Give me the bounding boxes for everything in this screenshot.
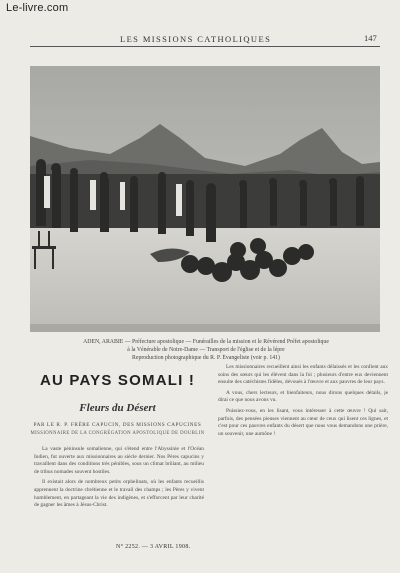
paragraph: A vous, chers lecteurs, et bienfaiteurs, nous dirons quelques détails, je dirai ce que nous avons vu.	[218, 389, 388, 404]
photo-caption	[38, 338, 374, 362]
translator-line: MISSIONNAIRE DE LA CONGRÉGATION APOSTOLIQUE DE DOUBLIN	[30, 431, 205, 436]
paragraph: Les missionnaires recueillent ainsi les enfants délaissés et les confient aux soins des sœurs qui les élèvent dans la foi ; plusieurs d'entre eux deviennent ensuite des catéchistes fidèles, dévoués à l'œuvre et aux pauvres de leur pays.	[218, 364, 388, 386]
caption-line: à la Vénérable de Notre-Dame — Transport de l'église et de la lépre	[127, 347, 285, 353]
article-title: AU PAYS SOMALI !	[39, 372, 196, 389]
caption-line: Reproduction photographique du R. P. Évangeliste (voir p. 141)	[132, 355, 280, 361]
caption-line: ADEN, ARABIE — Préfecture apostolique — Funérailles de la mission et le Révérend Préfet apostolique	[83, 339, 329, 345]
issue-footer: N° 2252. — 3 AVRIL 1908.	[116, 544, 191, 550]
watermark: Le-livre.com	[6, 2, 69, 14]
paragraph: La vaste péninsule somalienne, qui s'étend entre l'Abyssinie et l'Océan Indien, fut ouverte aux missionnaires au siècle dernier. Nos Pères capucins y travaillent dans des conditions très pénibles, sous un climat brûlant, au milieu de tribus nomades souvent hostiles.	[34, 446, 204, 475]
page-number: 147	[364, 33, 377, 43]
header-rule	[30, 46, 380, 47]
byline: PAR LE R. P. FRÈRE CAPUCIN, DES MISSIONS CAPUCINES	[33, 422, 202, 428]
photograph	[30, 66, 380, 332]
photograph-image	[30, 66, 380, 332]
paragraph: Puissiez-vous, en les lisant, vous intéresser à cette œuvre ! Qui sait, parfois, des pensées pieuses viennent au cœur de ceux qui lisent ces lignes, et c'est pour ces pauvres enfants du désert que nous vous demandons une prière, un souvenir, une aumône !	[218, 407, 388, 437]
running-head: LES MISSIONS CATHOLIQUES	[120, 34, 272, 44]
article-subtitle: Fleurs du Désert	[79, 402, 156, 414]
left-column	[34, 446, 204, 513]
right-column	[218, 364, 388, 441]
paragraph: Il existait alors de nombreux petits orphelinats, où les enfants recueillis apprennent la doctrine chrétienne et le travail des champs ; les Pères y vivent humblement, en partageant la vie des indigènes, et s'efforcent par leur charité de gagner les âmes à Jésus-Christ.	[34, 479, 204, 509]
